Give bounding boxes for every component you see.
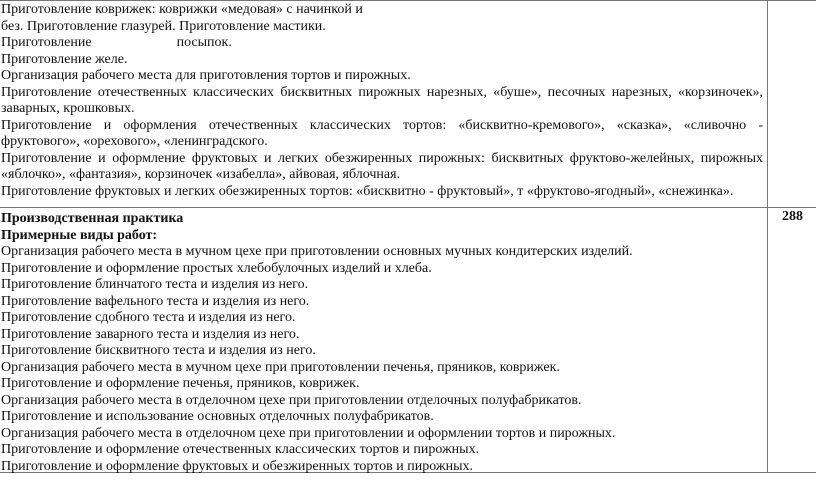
table-row	[0, 0, 816, 207]
work-types-cell	[0, 1, 768, 207]
list-item: Организация рабочего места в мучном цехе при приготовлении основных мучных кондитерских изделий.	[1, 244, 633, 259]
table-row	[0, 207, 816, 473]
section-subtitle: Примерные виды работ:	[1, 227, 158, 243]
list-item: Приготовление и оформление фруктовых и обезжиренных тортов и пирожных.	[1, 458, 473, 474]
text-line: без. Приготовление глазурей. Приготовление мастики.	[1, 18, 326, 34]
text-paragraph: Приготовление отечественных классических бисквитных пирожных нарезных, «буше», песочных нарезных, «корзиночек», заварных, крошковых.	[1, 84, 763, 116]
list-item: Приготовление заварного теста и изделия из него.	[1, 326, 300, 342]
text-fragment: посыпок.	[176, 35, 232, 50]
text-line	[1, 35, 763, 52]
list-item: Организация рабочего места в отделочном цехе при приготовлении и оформлении тортов и пирожных.	[1, 425, 616, 441]
text-line: Приготовление коврижек: коврижки «медовая» с начинкой и	[1, 2, 363, 17]
list-item: Приготовление и оформление простых хлебобулочных изделий и хлеба.	[1, 260, 432, 276]
section-title: Производственная практика	[1, 211, 184, 226]
list-item: Приготовление блинчатого теста и изделия из него.	[1, 277, 309, 292]
list-item: Приготовление сдобного теста и изделия из него.	[1, 310, 296, 325]
hours-cell: 288	[782, 209, 803, 224]
work-types-cell	[0, 208, 768, 472]
list-item: Приготовление бисквитного теста и изделия из него.	[1, 343, 316, 358]
list-item: Приготовление и оформление отечественных классических тортов и пирожных.	[1, 442, 480, 457]
text-line: Приготовление желе.	[1, 51, 128, 67]
text-paragraph: Приготовление и оформления отечественных классических тортов: «бисквитно-кремового», «сказка», «сливочно - фруктового», «орехового», «ленинградского.	[1, 117, 763, 149]
text-paragraph: Приготовление и оформление фруктовых и легких обезжиренных пирожных: бисквитных фруктово-желейных, пирожных «яблочко», «фантазия», корзиночек «изабелла», айвовая, яблочная.	[1, 150, 763, 182]
hours-cell	[768, 1, 816, 207]
work-list	[1, 244, 763, 475]
list-item: Организация рабочего места в мучном цехе при приготовлении печенья, пряников, коврижек.	[1, 359, 560, 375]
list-item: Приготовление и использование основных отделочных полуфабрикатов.	[1, 409, 434, 424]
text-fragment: Приготовление	[1, 35, 92, 50]
list-item: Приготовление вафельного теста и изделия из него.	[1, 293, 310, 309]
text-line: Организация рабочего места для приготовления тортов и пирожных.	[1, 68, 411, 83]
text-line: Приготовление фруктовых и легких обезжиренных тортов: «бисквитно - фруктовый», т «фруктово-ягодный», «снежинка».	[1, 183, 734, 199]
list-item: Организация рабочего места в отделочном цехе при приготовлении отделочных полуфабрикатов.	[1, 392, 582, 408]
list-item: Приготовление и оформление печенья, пряников, коврижек.	[1, 376, 360, 391]
